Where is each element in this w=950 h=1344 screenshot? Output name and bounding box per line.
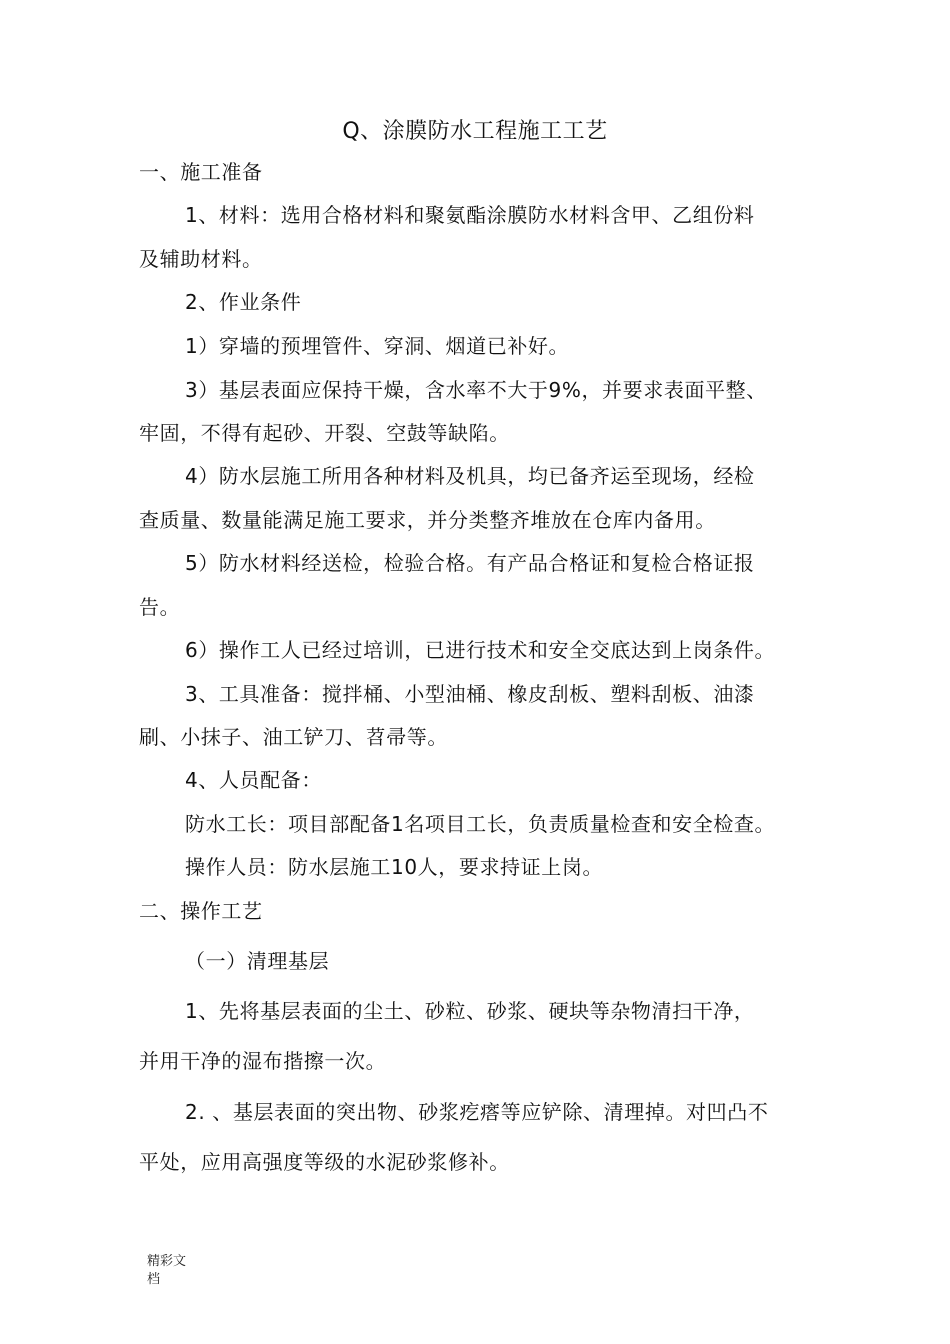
paragraph-line: 刷、小抹子、油工铲刀、苕帚等。 <box>139 725 448 749</box>
footer-note-line: 精彩文 <box>147 1254 187 1269</box>
subsection-heading: 2、作业条件 <box>185 290 302 314</box>
paragraph-line: 4）防水层施工所用各种材料及机具，均已备齐运至现场，经检 <box>185 464 755 488</box>
paragraph-line: 操作人员：防水层施工10人，要求持证上岗。 <box>185 855 604 879</box>
subsection-heading: （一）清理基层 <box>185 949 330 973</box>
footer-note-line: 档 <box>147 1272 161 1287</box>
paragraph-line: 5）防水材料经送检，检验合格。有产品合格证和复检合格证报 <box>185 551 755 575</box>
paragraph-line: 查质量、数量能满足施工要求，并分类整齐堆放在仓库内备用。 <box>139 508 716 532</box>
paragraph-line: 并用干净的湿布揩擦一次。 <box>139 1049 387 1073</box>
paragraph-line: 平处，应用高强度等级的水泥砂浆修补。 <box>139 1150 510 1174</box>
paragraph-line: 1、先将基层表面的尘土、砂粒、砂浆、硬块等杂物清扫干净， <box>185 999 755 1023</box>
page-title: Q、涂膜防水工程施工工艺 <box>342 119 608 144</box>
paragraph-line: 1）穿墙的预埋管件、穿洞、烟道已补好。 <box>185 334 570 358</box>
paragraph-line: 防水工长：项目部配备1名项目工长，负责质量检查和安全检查。 <box>185 812 776 836</box>
paragraph-line: 2. 、基层表面的突出物、砂浆疙瘩等应铲除、清理掉。对凹凸不 <box>185 1100 769 1124</box>
paragraph-line: 告。 <box>139 595 181 619</box>
paragraph-line: 3、工具准备：搅拌桶、小型油桶、橡皮刮板、塑料刮板、油漆 <box>185 682 755 706</box>
footer-note <box>147 1253 186 1289</box>
paragraph-line: 1、材料：选用合格材料和聚氨酯涂膜防水材料含甲、乙组份料 <box>185 203 755 227</box>
paragraph-line: 3）基层表面应保持干燥，含水率不大于9%，并要求表面平整、 <box>185 378 767 402</box>
paragraph-line: 6）操作工人已经过培训，已进行技术和安全交底达到上岗条件。 <box>185 638 776 662</box>
paragraph-line: 及辅助材料。 <box>139 247 263 271</box>
subsection-heading: 4、人员配备： <box>185 768 322 792</box>
section-heading: 一、施工准备 <box>139 160 263 184</box>
section-heading: 二、操作工艺 <box>139 899 263 923</box>
paragraph-line: 牢固，不得有起砂、开裂、空鼓等缺陷。 <box>139 421 510 445</box>
